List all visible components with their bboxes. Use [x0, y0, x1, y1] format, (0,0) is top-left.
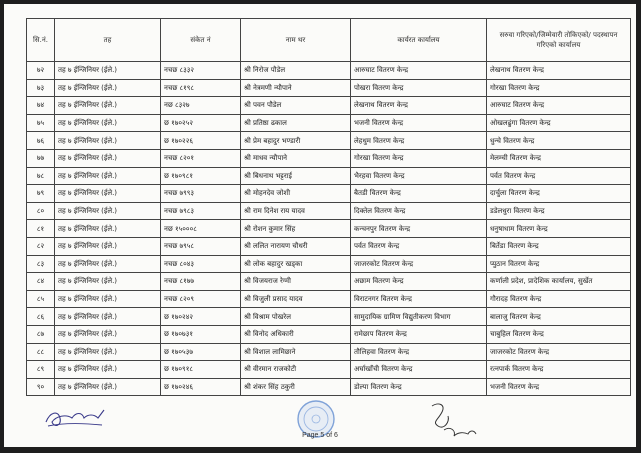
cell-symbol: नचछ ८३३२ [161, 62, 241, 80]
cell-office: सामुदायिक ग्रामिण विद्युतीकरण विभाग [351, 308, 487, 326]
cell-symbol: नचछ ८०४३ [161, 255, 241, 273]
cell-level: तह ७ ईन्जिनियर (ईले.) [55, 273, 161, 291]
cell-office: अछाम वितरण केन्द्र [351, 273, 487, 291]
signature-left [42, 406, 112, 432]
cell-symbol: छ १७०९८१ [161, 167, 241, 185]
transfer-table [26, 18, 631, 396]
cell-level: तह ७ ईन्जिनियर (ईले.) [55, 290, 161, 308]
cell-level: तह ७ ईन्जिनियर (ईले.) [55, 202, 161, 220]
cell-transfer: पर्वत वितरण केन्द्र [487, 167, 631, 185]
cell-office: लेखनाथ वितरण केन्द्र [351, 97, 487, 115]
cell-level: तह ७ ईन्जिनियर (ईले.) [55, 97, 161, 115]
cell-sn: ७२ [27, 62, 55, 80]
cell-symbol: नछ ८३२७ [161, 97, 241, 115]
cell-name: श्री नेत्रमणी न्यौपाने [241, 79, 351, 97]
cell-name: श्री प्रेम बहादुर भण्डारी [241, 132, 351, 150]
table-row [27, 79, 631, 97]
cell-sn: ८६ [27, 308, 55, 326]
table-row [27, 290, 631, 308]
cell-symbol: छ १७०९१८ [161, 361, 241, 379]
cell-symbol: नचछ ७९९३ [161, 185, 241, 203]
cell-transfer: कर्णाली प्रदेश, प्रादेशिक कार्यालय, सुर्खेत [487, 273, 631, 291]
cell-level: तह ७ ईन्जिनियर (ईले.) [55, 237, 161, 255]
cell-sn: ८३ [27, 255, 55, 273]
cell-name: श्री विजुली प्रसाद यादव [241, 290, 351, 308]
cell-name: श्री पवन पौडेल [241, 97, 351, 115]
cell-transfer: धनुषाधाम वितरण केन्द्र [487, 220, 631, 238]
table-row [27, 97, 631, 115]
cell-transfer: चाबुहिल वितरण केन्द्र [487, 325, 631, 343]
cell-level: तह ७ ईन्जिनियर (ईले.) [55, 308, 161, 326]
cell-sn: ८९ [27, 361, 55, 379]
cell-symbol: छ १७०२५२ [161, 114, 241, 132]
cell-level: तह ७ ईन्जिनियर (ईले.) [55, 325, 161, 343]
table-row [27, 167, 631, 185]
cell-symbol: नछ १५०००८ [161, 220, 241, 238]
cell-sn: ९० [27, 378, 55, 396]
cell-transfer: भजनी वितरण केन्द्र [487, 378, 631, 396]
cell-sn: ७५ [27, 114, 55, 132]
cell-sn: ७८ [27, 167, 55, 185]
cell-office: बैतडी वितरण केन्द्र [351, 185, 487, 203]
table-row [27, 114, 631, 132]
cell-office: विराटनगर वितरण केन्द्र [351, 290, 487, 308]
cell-symbol: नचछ ८२०९ [161, 290, 241, 308]
cell-transfer: लेखनाथ वितरण केन्द्र [487, 62, 631, 80]
cell-office: लेहधुम वितरण केन्द्र [351, 132, 487, 150]
cell-office: पोखरा वितरण केन्द्र [351, 79, 487, 97]
cell-transfer: बालाजु वितरण केन्द्र [487, 308, 631, 326]
table-row [27, 361, 631, 379]
cell-transfer: डडेलधुरा वितरण केन्द्र [487, 202, 631, 220]
cell-office: गोरखा वितरण केन्द्र [351, 149, 487, 167]
cell-symbol: छ १७०२४२ [161, 308, 241, 326]
cell-transfer: आरुघाट वितरण केन्द्र [487, 97, 631, 115]
cell-level: तह ७ ईन्जिनियर (ईले.) [55, 132, 161, 150]
header-office: कार्यरत कार्यालय [351, 19, 487, 62]
cell-name: श्री रोशन कुमार सिंह [241, 220, 351, 238]
cell-level: तह ७ ईन्जिनियर (ईले.) [55, 361, 161, 379]
cell-transfer: दार्चुला वितरण केन्द्र [487, 185, 631, 203]
cell-symbol: नचछ ८१९८ [161, 79, 241, 97]
cell-level: तह ७ ईन्जिनियर (ईले.) [55, 378, 161, 396]
header-transfer: सरुवा गरिएको/जिम्मेवारी तोकिएको/ पदस्थापन गरिएको कार्यालय [487, 19, 631, 62]
cell-name: श्री ललित नारायण चौधरी [241, 237, 351, 255]
cell-symbol: नचछ ७९८३ [161, 202, 241, 220]
cell-name: श्री विजयराज रेग्मी [241, 273, 351, 291]
cell-sn: ८४ [27, 273, 55, 291]
cell-office: तौलिहवा वितरण केन्द्र [351, 343, 487, 361]
cell-symbol: नचछ ८२०१ [161, 149, 241, 167]
table-row [27, 220, 631, 238]
cell-sn: ८० [27, 202, 55, 220]
cell-symbol: छ १७०२२६ [161, 132, 241, 150]
cell-name: श्री बिधनाथ भट्टराई [241, 167, 351, 185]
cell-level: तह ७ ईन्जिनियर (ईले.) [55, 185, 161, 203]
cell-name: श्री निरोज पौडेल [241, 62, 351, 80]
cell-level: तह ७ ईन्जिनियर (ईले.) [55, 79, 161, 97]
cell-office: अर्घाखाँची वितरण केन्द्र [351, 361, 487, 379]
page-number: Page 5 of 6 [302, 432, 338, 439]
cell-name: श्री विश्राम पोखरेल [241, 308, 351, 326]
cell-name: श्री माधव न्यौपाने [241, 149, 351, 167]
table-row [27, 325, 631, 343]
cell-name: श्री वीरमान राजकोटी [241, 361, 351, 379]
cell-office: आरुघाट वितरण केन्द्र [351, 62, 487, 80]
cell-level: तह ७ ईन्जिनियर (ईले.) [55, 62, 161, 80]
header-symbol: संकेत नं [161, 19, 241, 62]
cell-transfer: गौरादह वितरण केन्द्र [487, 290, 631, 308]
cell-transfer: प्युठान वितरण केन्द्र [487, 255, 631, 273]
cell-office: जाजरकोट वितरण केन्द्र [351, 255, 487, 273]
cell-sn: ७३ [27, 79, 55, 97]
cell-transfer: रत्नपार्क वितरण केन्द्र [487, 361, 631, 379]
cell-level: तह ७ ईन्जिनियर (ईले.) [55, 167, 161, 185]
cell-sn: ७७ [27, 149, 55, 167]
cell-transfer: जाजरकोट वितरण केन्द्र [487, 343, 631, 361]
cell-level: तह ७ ईन्जिनियर (ईले.) [55, 343, 161, 361]
table-row [27, 132, 631, 150]
cell-sn: ७६ [27, 132, 55, 150]
cell-symbol: छ १७०७३१ [161, 325, 241, 343]
cell-name: श्री राम दिनेश राय यादव [241, 202, 351, 220]
cell-level: तह ७ ईन्जिनियर (ईले.) [55, 220, 161, 238]
cell-symbol: नचछ ८१७७ [161, 273, 241, 291]
cell-office: रामेछाप वितरण केन्द्र [351, 325, 487, 343]
cell-name: श्री मोहनदेव जोशी [241, 185, 351, 203]
table-header-row [27, 19, 631, 62]
cell-name: श्री लोक बहादुर खड्का [241, 255, 351, 273]
cell-sn: ८८ [27, 343, 55, 361]
cell-transfer: गोरखा वितरण केन्द्र [487, 79, 631, 97]
table-row [27, 255, 631, 273]
cell-transfer: धुन्चे वितरण केन्द्र [487, 132, 631, 150]
cell-transfer: मेलम्ची वितरण केन्द्र [487, 149, 631, 167]
table-row [27, 62, 631, 80]
table-row [27, 343, 631, 361]
cell-office: पर्वत वितरण केन्द्र [351, 237, 487, 255]
cell-transfer: बिर्तेडा वितरण केन्द्र [487, 237, 631, 255]
table-row [27, 273, 631, 291]
cell-office: भैरहवा वितरण केन्द्र [351, 167, 487, 185]
document-page [4, 4, 636, 447]
cell-sn: ८५ [27, 290, 55, 308]
table-row [27, 202, 631, 220]
cell-sn: ८७ [27, 325, 55, 343]
cell-sn: ७९ [27, 185, 55, 203]
header-name: नाम थर [241, 19, 351, 62]
cell-name: श्री शंकर सिंह ठकुरी [241, 378, 351, 396]
cell-sn: ७४ [27, 97, 55, 115]
header-level: तह [55, 19, 161, 62]
cell-level: तह ७ ईन्जिनियर (ईले.) [55, 114, 161, 132]
cell-level: तह ७ ईन्जिनियर (ईले.) [55, 149, 161, 167]
cell-name: श्री विनोद अधिकारी [241, 325, 351, 343]
table-row [27, 237, 631, 255]
cell-office: भजनी वितरण केन्द्र [351, 114, 487, 132]
table-row [27, 378, 631, 396]
cell-symbol: नचछ ७९५८ [161, 237, 241, 255]
cell-level: तह ७ ईन्जिनियर (ईले.) [55, 255, 161, 273]
cell-transfer: ओखलढुंगा वितरण केन्द्र [487, 114, 631, 132]
cell-office: कन्चनपुर वितरण केन्द्र [351, 220, 487, 238]
table-row [27, 308, 631, 326]
cell-office: डोल्पा वितरण केन्द्र [351, 378, 487, 396]
cell-name: श्री प्रतिष्ठा ढकाल [241, 114, 351, 132]
cell-sn: ८२ [27, 237, 55, 255]
header-sn: सि.नं. [27, 19, 55, 62]
table-row [27, 185, 631, 203]
cell-symbol: छ १७०५३७ [161, 343, 241, 361]
cell-symbol: छ १७०२४६ [161, 378, 241, 396]
cell-name: श्री विशाल लामिछाने [241, 343, 351, 361]
cell-sn: ८१ [27, 220, 55, 238]
cell-office: दिक्तेल वितरण केन्द्र [351, 202, 487, 220]
table-row [27, 149, 631, 167]
